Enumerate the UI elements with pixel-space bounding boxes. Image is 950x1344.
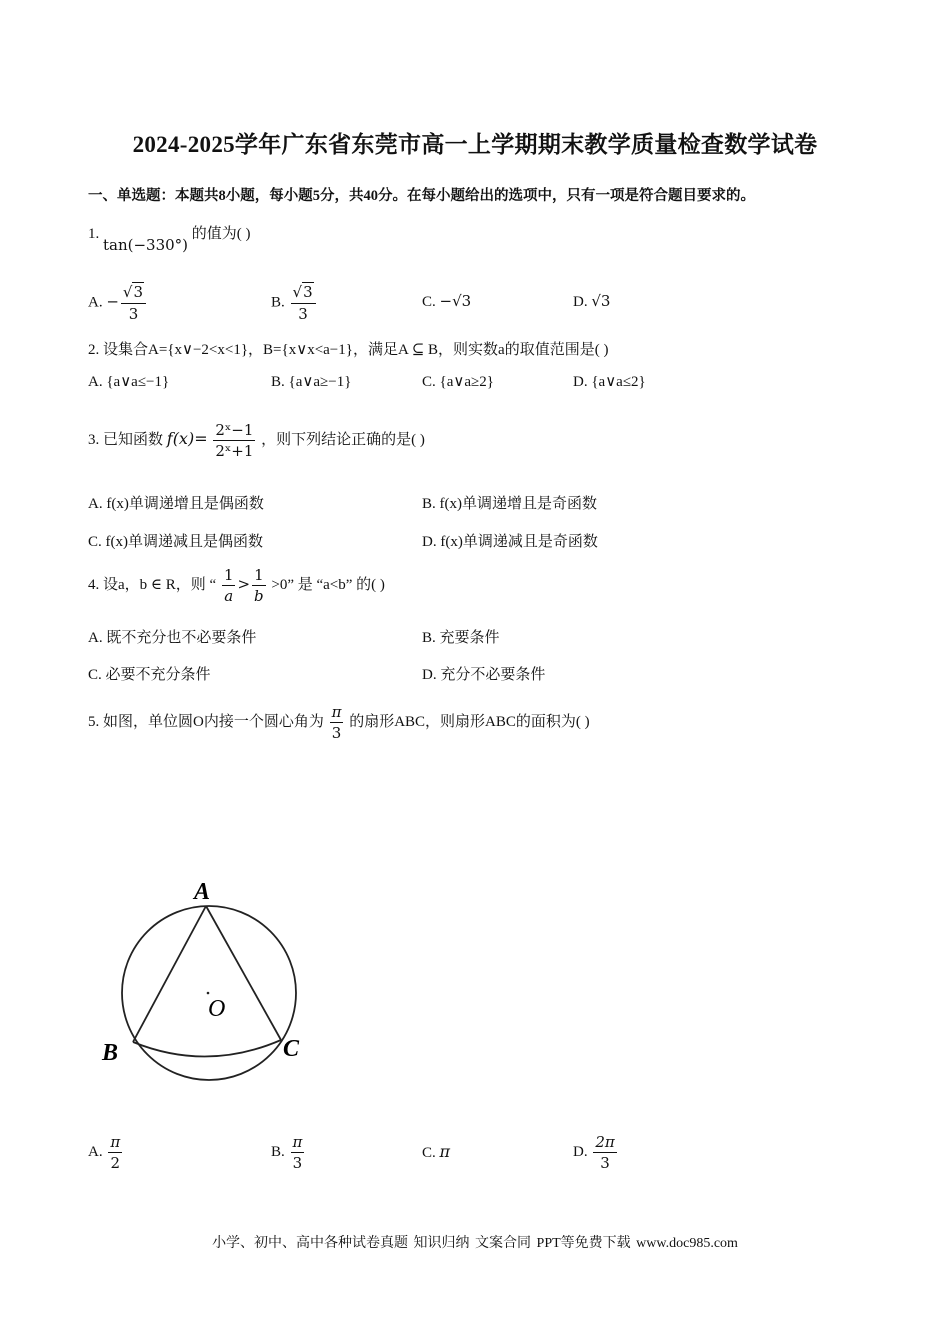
question-number: 1. [88,226,100,242]
question-text: 设集合A={x∨−2<x<1}，B={x∨x<a−1}，满足A ⊆ B，则实数a的取值范围是( ) [103,342,609,358]
question-number: 3. [88,431,100,448]
option-c[interactable]: C. −√3 [422,292,472,310]
question-math: tan(−330°) [103,236,189,254]
question-2 [88,338,608,359]
radius-ab [133,906,206,1042]
option-a[interactable]: A. $\frac{\pi}{2}$ [88,1133,121,1172]
question-prefix: 如图，单位圆O内接一个圆心角为 [103,713,324,730]
option-d[interactable]: D. $\frac{2\pi}{3}$ [573,1133,615,1172]
option-d[interactable]: D. {a∨a≤2} [573,374,646,390]
label-o: O [208,996,226,1022]
center-point [207,992,210,995]
fraction-1-over-b: $\frac{1}{b}$ [254,566,264,605]
option-b[interactable]: B. $\frac{\pi}{3}$ [271,1133,303,1172]
label-b: B [102,1040,119,1066]
question-3 [88,420,425,461]
option-d[interactable]: D. 充分不必要条件 [422,667,546,683]
option-a[interactable]: A. 既不充分也不必要条件 [88,630,257,646]
option-c[interactable]: C. π [422,1142,451,1161]
option-c-value: −√3 [439,292,472,310]
question-number: 2. [88,342,100,358]
question-suffix: ，则下列结论正确的是( ) [261,431,425,448]
option-b[interactable]: B. {a∨a≥−1} [271,374,352,390]
question-number: 4. [88,576,100,593]
question-prefix: 已知函数 [103,431,164,448]
question-text: 的值为( ) [191,226,251,242]
option-c[interactable]: C. f(x)单调递减且是偶函数 [88,534,263,550]
question-4: 4. 设a，b ∈ R，则 “ $\frac{1}{a}$ > $\frac{1}{b}$ >0” 是 “a<b” 的( ) [88,566,385,605]
option-a[interactable]: A. − $\frac{√3}{3}$ [88,282,148,324]
label-a: A [194,879,211,905]
section-header: 一、单选题：本题共8小题，每小题5分，共40分。在每小题给出的选项中，只有一项是符合题目要求的。 [88,188,755,204]
question-1 [88,222,251,254]
option-a[interactable]: A. {a∨a≤−1} [88,374,170,390]
label-c: C [283,1036,300,1062]
question-fraction: $\frac{\text{2ˣ−1}}{\text{2ˣ+1}}$ [215,421,254,460]
option-d[interactable]: D. f(x)单调递减且是奇函数 [422,534,598,550]
question-5 [88,702,590,743]
question-func: f(x)= [166,428,208,448]
question-prefix: 设a，b ∈ R，则 “ [103,576,217,593]
circle-sector-figure [100,870,310,1090]
option-b[interactable]: B. $\frac{√3}{3}$ [271,282,318,324]
page-title: 2024-2025学年广东省东莞市高一上学期期末教学质量检查数学试卷 [132,132,818,157]
page-footer: 小学、初中、高中各种试卷真题 知识归纳 文案合同 PPT等免费下载 www.doc985.com [212,1236,738,1251]
option-b[interactable]: B. f(x)单调递增且是奇函数 [422,496,597,512]
option-b[interactable]: B. 充要条件 [422,630,500,646]
fraction-1-over-a: $\frac{1}{a}$ [223,566,234,605]
option-c[interactable]: C. 必要不充分条件 [88,667,211,683]
option-d-value: √3 [591,292,611,310]
question-mid: >0” 是 “a<b” 的( ) [271,576,385,593]
option-d[interactable]: D. √3 [573,292,611,310]
option-a[interactable]: A. f(x)单调递增且是偶函数 [88,496,264,512]
arc-bc [133,1040,281,1057]
question-suffix: 的扇形ABC，则扇形ABC的面积为( ) [349,713,590,730]
option-c[interactable]: C. {a∨a≥2} [422,374,494,390]
question-number: 5. [88,713,100,730]
fraction-pi-over-3: $\frac{\pi}{3}$ [331,703,342,742]
